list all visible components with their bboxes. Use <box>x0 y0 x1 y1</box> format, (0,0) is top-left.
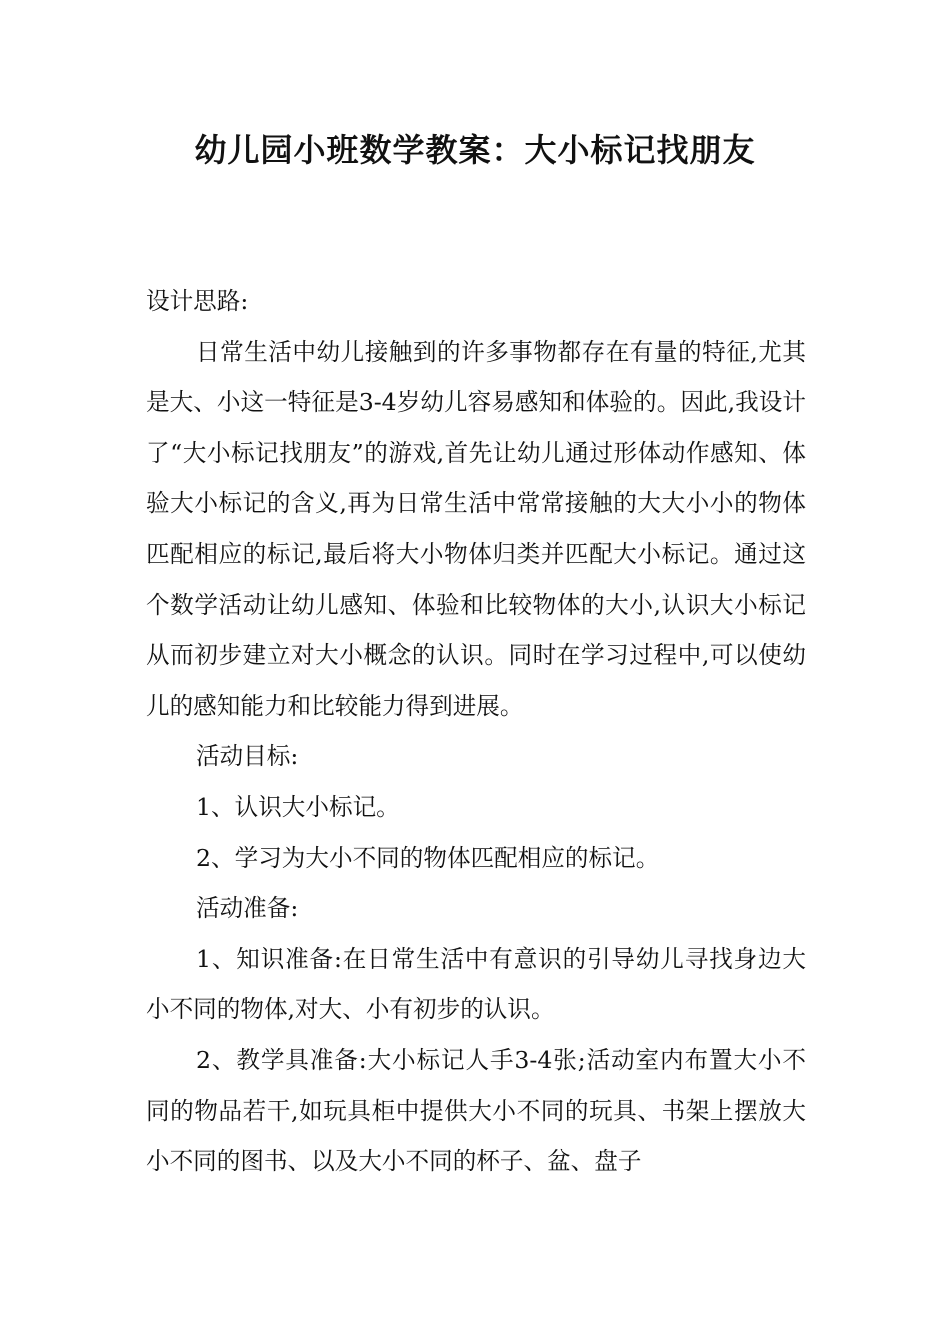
preparation-item-1: 1、知识准备:在日常生活中有意识的引导幼儿寻找身边大小不同的物体,对大、小有初步的认识。 <box>146 944 806 1024</box>
section-heading-design: 设计思路: <box>146 287 249 315</box>
section-heading-goals: 活动目标: <box>196 742 299 771</box>
document-body <box>146 276 806 1187</box>
preparation-item-2: 2、教学具准备:大小标记人手3-4张;活动室内布置大小不同的物品若干,如玩具柜中提供大小不同的玩具、书架上摆放大小不同的图书、以及大小不同的杯子、盆、盘子 <box>146 1045 806 1176</box>
goal-item-2: 2、学习为大小不同的物体匹配相应的标记。 <box>196 843 660 872</box>
document-title: 幼儿园小班数学教案：大小标记找朋友 <box>194 131 756 169</box>
goal-item-1: 1、认识大小标记。 <box>196 792 400 821</box>
section-heading-preparation: 活动准备: <box>196 894 299 923</box>
paragraph-design-rationale: 日常生活中幼儿接触到的许多事物都存在有量的特征,尤其是大、小这一特征是3-4岁幼儿容易感知和体验的。因此,我设计了“大小标记找朋友”的游戏,首先让幼儿通过形体动作感知、体验大小标记的含义,再为日常生活中常常接触的大大小小的物体匹配相应的标记,最后将大小物体归类并匹配大小标记。通过这个数学活动让幼儿感知、体验和比较物体的大小,认识大小标记从而初步建立对大小概念的认识。同时在学习过程中,可以使幼儿的感知能力和比较能力得到进展。 <box>146 337 806 720</box>
